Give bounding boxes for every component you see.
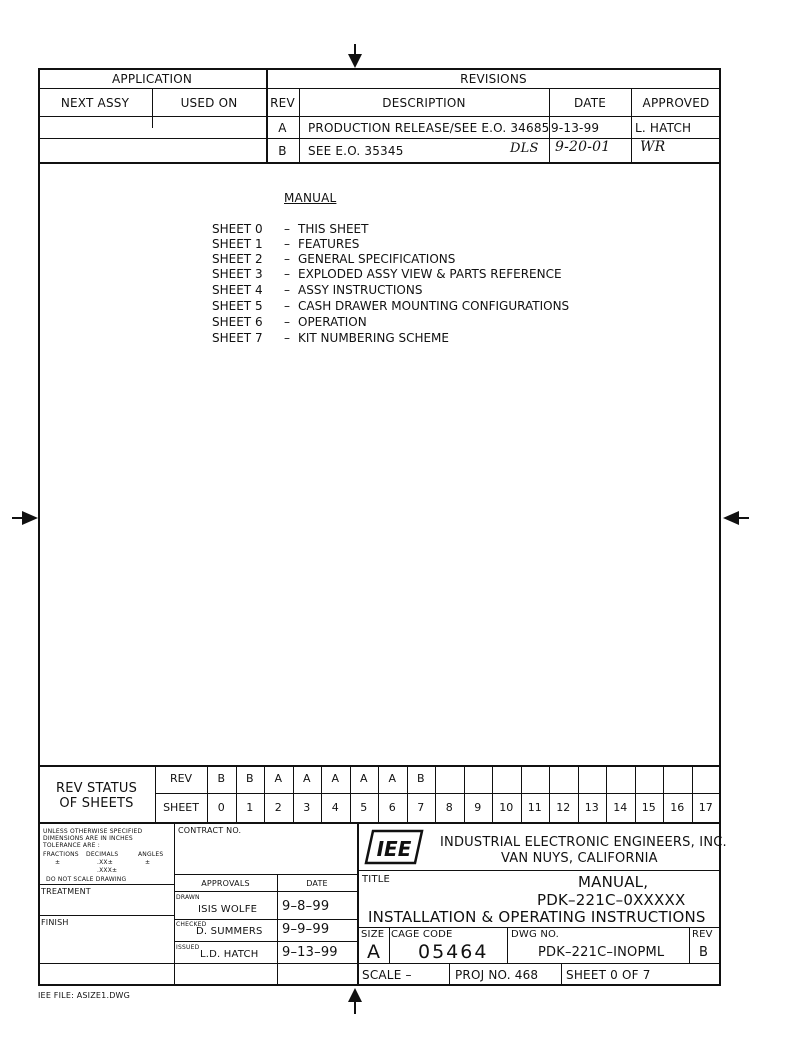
rev-status-label: REV STATUS: [55, 781, 138, 796]
rev-status-sheet-cell: 13: [584, 801, 599, 814]
sheet-of: SHEET 0 OF 7: [566, 968, 651, 982]
notes-line-2: DIMENSIONS ARE IN INCHES: [43, 835, 133, 842]
rev-status-rev-cell: A: [331, 772, 340, 785]
title-label: TITLE: [362, 874, 391, 885]
size-value: A: [367, 941, 381, 963]
notes-fraction-tolerance: ±: [55, 859, 61, 866]
revision-b-rev: B: [278, 144, 287, 158]
revision-a-approved: L. HATCH: [635, 121, 692, 135]
sheet-index-item: SHEET 3 – EXPLODED ASSY VIEW & PARTS REFERENCE: [212, 267, 562, 281]
used-on-header: USED ON: [180, 96, 238, 110]
right-center-arrow-icon: [721, 507, 749, 529]
rev-status-rev-cell: B: [217, 772, 226, 785]
revision-b-approved-signature: WR: [640, 139, 666, 155]
approvals-date-header: DATE: [306, 879, 328, 888]
rev-status-rev-cell: A: [274, 772, 283, 785]
finish-label: FINISH: [41, 918, 69, 927]
rev-status-sheet-cell: 17: [698, 801, 713, 814]
notes-decimals: DECIMALS: [86, 851, 119, 858]
revision-a-rev: A: [278, 121, 287, 135]
rev-status-sheet-cell: 6: [388, 801, 396, 814]
issued-name: L.D. HATCH: [200, 949, 259, 960]
title-line-1: MANUAL,: [578, 873, 649, 891]
cage-code-label: CAGE CODE: [391, 929, 453, 940]
checked-label: CHECKED: [176, 921, 207, 928]
of-sheets-label: OF SHEETS: [59, 796, 134, 811]
rev-status-sheet-cell: 2: [274, 801, 282, 814]
rev-status-rev-cell: A: [359, 772, 368, 785]
checked-date: 9–9–99: [282, 922, 330, 937]
drawn-name: ISIS WOLFE: [198, 904, 258, 915]
cage-code-value: 05464: [418, 941, 489, 963]
notes-do-not-scale: DO NOT SCALE DRAWING: [46, 876, 127, 883]
rev-status-rev-cell: A: [388, 772, 397, 785]
rev-status-rev-cell: B: [245, 772, 254, 785]
notes-line-3: TOLERANCE ARE :: [43, 842, 100, 849]
rev-status-sheet-cell: 15: [641, 801, 656, 814]
rev-status-sheet-cell: 9: [474, 801, 482, 814]
sheet-index-item: SHEET 4 – ASSY INSTRUCTIONS: [212, 283, 423, 297]
notes-xxx-tolerance: .XXX±: [97, 867, 118, 874]
iee-logo-icon: [364, 829, 424, 865]
rev-status-sheet-cell: 11: [527, 801, 542, 814]
sheet-index-item: SHEET 6 – OPERATION: [212, 315, 367, 329]
revision-a-description: PRODUCTION RELEASE/SEE E.O. 34685: [308, 121, 550, 135]
proj-no: PROJ NO. 468: [455, 968, 539, 982]
iee-logo-text: IEE: [376, 837, 412, 861]
application-header: APPLICATION: [111, 72, 193, 86]
rev-status-sheet-cell: 7: [417, 801, 425, 814]
bottom-center-arrow-icon: [344, 986, 366, 1014]
description-col-header: DESCRIPTION: [382, 96, 466, 110]
revision-a-date: 9-13-99: [551, 121, 600, 135]
dwg-no-label: DWG NO.: [511, 929, 560, 940]
manual-heading: MANUAL: [284, 191, 337, 205]
sheet-index-item: SHEET 7 – KIT NUMBERING SCHEME: [212, 331, 449, 345]
rev-status-sheet-cell: 1: [246, 801, 254, 814]
notes-fractions: FRACTIONS: [43, 851, 79, 858]
sheet-index-item: SHEET 0 – THIS SHEET: [212, 222, 369, 236]
scale-label: SCALE –: [362, 968, 412, 982]
top-center-arrow-icon: [344, 44, 366, 70]
file-name: IEE FILE: ASIZE1.DWG: [38, 991, 131, 1000]
title-line-2: PDK–221C–0XXXXX: [537, 891, 686, 909]
approvals-header: APPROVALS: [201, 879, 250, 888]
contract-no-label: CONTRACT NO.: [178, 826, 242, 835]
sheet-row-label: SHEET: [163, 801, 199, 814]
title-line-3: INSTALLATION & OPERATING INSTRUCTIONS: [368, 908, 706, 926]
left-center-arrow-icon: [12, 507, 40, 529]
checked-name: D. SUMMERS: [196, 926, 263, 937]
revision-b-initials-signature: DLS: [510, 141, 539, 156]
date-col-header: DATE: [573, 96, 607, 110]
sheet-index-item: SHEET 2 – GENERAL SPECIFICATIONS: [212, 252, 456, 266]
rev-col-header: REV: [270, 96, 295, 110]
rev-status-sheet-cell: 5: [360, 801, 368, 814]
revisions-header: REVISIONS: [460, 72, 527, 86]
drawn-label: DRAWN: [176, 894, 200, 901]
sheet-index-item: SHEET 1 – FEATURES: [212, 237, 360, 251]
revision-b-description: SEE E.O. 35345: [308, 144, 404, 158]
issued-date: 9–13–99: [282, 945, 338, 960]
rev-status-sheet-cell: 16: [670, 801, 685, 814]
rev-status-sheet-cell: 3: [303, 801, 311, 814]
sheet-index-item: SHEET 5 – CASH DRAWER MOUNTING CONFIGURATIONS: [212, 299, 570, 313]
rev-status-sheet-cell: 4: [331, 801, 339, 814]
dwg-no-value: PDK–221C–INOPML: [538, 945, 665, 960]
company-name: INDUSTRIAL ELECTRONIC ENGINEERS, INC.: [440, 835, 727, 850]
notes-xx-tolerance: .XX±: [97, 859, 113, 866]
notes-angle-tolerance: ±: [145, 859, 151, 866]
rev-label: REV: [692, 929, 713, 940]
rev-status-sheet-cell: 12: [556, 801, 571, 814]
notes-line-1: UNLESS OTHERWISE SPECIFIED: [43, 828, 143, 835]
rev-status-rev-cell: A: [302, 772, 311, 785]
rev-value: B: [699, 945, 709, 960]
issued-label: ISSUED: [176, 944, 200, 951]
rev-status-rev-cell: B: [416, 772, 425, 785]
next-assy-header: NEXT ASSY: [60, 96, 130, 110]
rev-status-sheet-cell: 0: [217, 801, 225, 814]
rev-status-sheet-cell: 8: [445, 801, 453, 814]
revision-b-date: 9-20-01: [555, 139, 611, 155]
approved-col-header: APPROVED: [642, 96, 710, 110]
rev-status-sheet-cell: 14: [613, 801, 628, 814]
drawn-date: 9–8–99: [282, 899, 330, 914]
treatment-label: TREATMENT: [41, 887, 91, 896]
rev-status-sheet-cell: 10: [499, 801, 514, 814]
notes-angles: ANGLES: [138, 851, 164, 858]
company-location: VAN NUYS, CALIFORNIA: [501, 851, 658, 866]
size-label: SIZE: [361, 929, 385, 940]
rev-row-label: REV: [169, 772, 193, 785]
